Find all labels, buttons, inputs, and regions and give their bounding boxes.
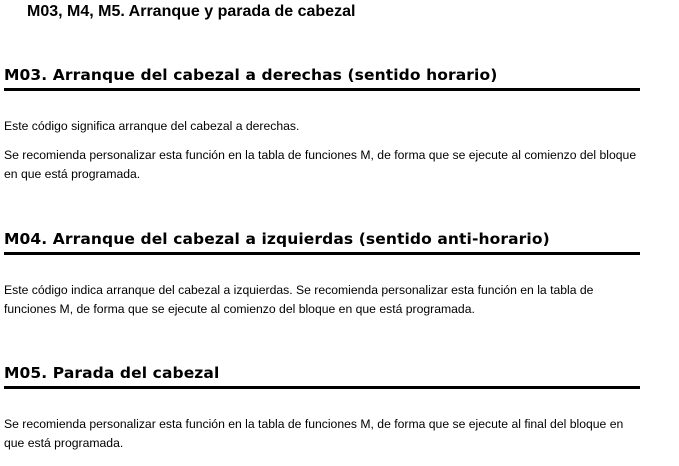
page-title: M03, M4, M5. Arranque y parada de cabezal: [27, 3, 356, 20]
section-m03: [4, 65, 640, 184]
paragraph: Se recomienda personalizar esta función en la tabla de funciones M, de forma que se ejecute al final del bloque en que está programada.: [4, 417, 624, 450]
section-heading-m04: M04. Arranque del cabezal a izquierdas (sentido anti-horario): [4, 230, 550, 248]
section-divider: [4, 386, 640, 389]
section-divider: [4, 252, 640, 255]
section-heading-m03: M03. Arranque del cabezal a derechas (sentido horario): [4, 66, 498, 84]
paragraph: Este código indica arranque del cabezal a izquierdas. Se recomienda personalizar esta función en la tabla de funciones M, de forma que se ejecute al comienzo del bloque en que está programada.: [4, 283, 594, 316]
section-divider: [4, 88, 640, 91]
paragraph: Se recomienda personalizar esta función en la tabla de funciones M, de forma que se ejecute al comienzo del bloque en que está programada.: [4, 148, 637, 181]
section-m05: [4, 363, 640, 453]
section-heading-m05: M05. Parada del cabezal: [4, 364, 220, 382]
paragraph: Este código significa arranque del cabezal a derechas.: [4, 119, 300, 133]
section-m04: [4, 229, 640, 319]
